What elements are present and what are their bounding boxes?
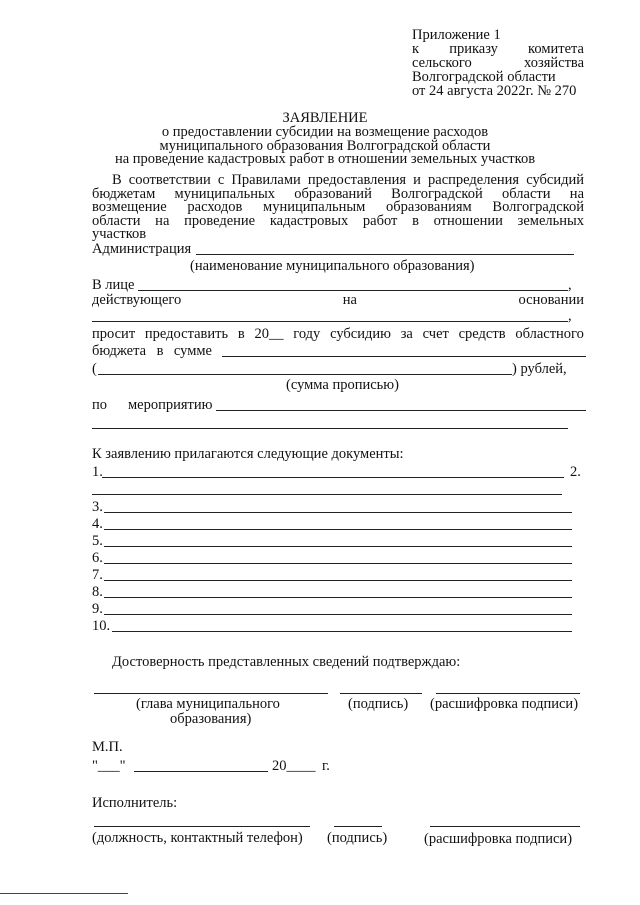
admin-caption: (наименование муниципального образования): [190, 258, 475, 274]
confirm-text: Достоверность представленных сведений подтверждаю:: [112, 654, 461, 670]
acting-line: действующего на основании: [92, 292, 584, 308]
comma-1: ,: [568, 277, 572, 293]
date-g: г.: [322, 758, 330, 774]
document-title: ЗАЯВЛЕНИЕ: [282, 110, 368, 126]
decode-caption: (расшифровка подписи): [430, 696, 579, 712]
date-year: 20____: [272, 758, 316, 774]
intro-paragraph: [92, 174, 584, 242]
head-caption-1: (глава муниципального: [136, 696, 280, 712]
appendix-block: [412, 28, 584, 98]
signature-field[interactable]: [340, 693, 422, 694]
decode-field[interactable]: [436, 693, 580, 694]
attachment-number-7: 7.: [92, 567, 103, 583]
appendix-line-3: сельского хозяйства: [412, 55, 584, 71]
sum-words-field[interactable]: [98, 374, 512, 375]
attachment-field-5[interactable]: [104, 546, 572, 547]
stamp-mark: М.П.: [92, 739, 123, 755]
intro-line-5: участков: [92, 226, 147, 242]
attachment-number-3: 3.: [92, 499, 103, 515]
appendix-line-5: от 24 августа 2022г. № 270: [412, 83, 577, 99]
event-label: мероприятию: [128, 397, 213, 413]
attachment-number-4: 4.: [92, 516, 103, 532]
attachment-number-5: 5.: [92, 533, 103, 549]
document-subtitle-1: о предоставлении субсидии на возмещение расходов: [161, 124, 489, 140]
in-person-field[interactable]: [138, 290, 568, 291]
attachment-field-8[interactable]: [104, 597, 572, 598]
appendix-line-2: к приказу комитета: [412, 41, 584, 57]
event-field[interactable]: [216, 410, 586, 411]
executor-decode-field[interactable]: [430, 826, 580, 827]
amount-field[interactable]: [222, 356, 586, 357]
request-line: просит предоставить в 20__ году субсидию за счет средств областного: [92, 326, 584, 342]
attachment-field-2[interactable]: [92, 494, 562, 495]
page-bottom-rule: [0, 893, 128, 894]
executor-position-caption: (должность, контактный телефон): [92, 830, 303, 846]
document-subtitle-3: на проведение кадастровых работ в отношении земельных участков: [114, 151, 536, 167]
event-field-2[interactable]: [92, 428, 568, 429]
attachment-field-1[interactable]: [102, 477, 564, 478]
comma-2: ,: [568, 308, 572, 324]
appendix-line-4: Волгоградской области: [412, 69, 556, 85]
intro-line-4: области на проведение кадастровых работ в отношении земельных: [92, 212, 584, 229]
attachment-field-4[interactable]: [104, 529, 572, 530]
budget-line: бюджета в сумме: [92, 343, 212, 359]
attachments-heading: К заявлению прилагаются следующие документы:: [92, 446, 404, 462]
executor-signature-caption: (подпись): [327, 830, 388, 846]
executor-label: Исполнитель:: [92, 795, 178, 811]
attachment-field-7[interactable]: [104, 580, 572, 581]
executor-decode-caption: (расшифровка подписи): [424, 831, 573, 847]
attachment-number-10: 10.: [92, 618, 111, 634]
date-day: "___": [92, 758, 126, 774]
attachment-number-8: 8.: [92, 584, 103, 600]
paren-open: (: [92, 361, 97, 377]
head-signature-field[interactable]: [94, 693, 328, 694]
intro-line-1: В соответствии с Правилами предоставления и распределения субсидий: [112, 172, 584, 188]
attachment-number-2: 2.: [570, 464, 581, 480]
attachment-number-1: 1.: [92, 464, 103, 480]
attachment-field-3[interactable]: [104, 512, 572, 513]
sum-caption: (сумма прописью): [286, 377, 399, 393]
date-month-field[interactable]: [134, 771, 268, 772]
document-subtitle-2: муниципального образования Волгоградской области: [159, 138, 491, 154]
rubles-label: ) рублей,: [512, 361, 567, 377]
basis-field[interactable]: [92, 321, 568, 322]
head-caption-2: образования): [170, 711, 252, 727]
intro-line-2: бюджетам муниципальных образований Волгоградской области на: [92, 185, 584, 202]
attachment-field-10[interactable]: [112, 631, 572, 632]
executor-position-field[interactable]: [94, 826, 310, 827]
signature-caption: (подпись): [348, 696, 409, 712]
attachment-field-9[interactable]: [104, 614, 572, 615]
admin-field[interactable]: [196, 254, 574, 255]
in-person-label: В лице: [92, 277, 135, 293]
event-label-po: по: [92, 397, 108, 413]
executor-signature-field[interactable]: [334, 826, 382, 827]
attachment-number-9: 9.: [92, 601, 103, 617]
admin-label: Администрация: [92, 241, 192, 257]
intro-line-3: возмещение расходов муниципальным образованиям Волгоградской: [92, 199, 584, 215]
attachment-number-6: 6.: [92, 550, 103, 566]
attachment-field-6[interactable]: [104, 563, 572, 564]
appendix-line-1: Приложение 1: [412, 27, 501, 43]
